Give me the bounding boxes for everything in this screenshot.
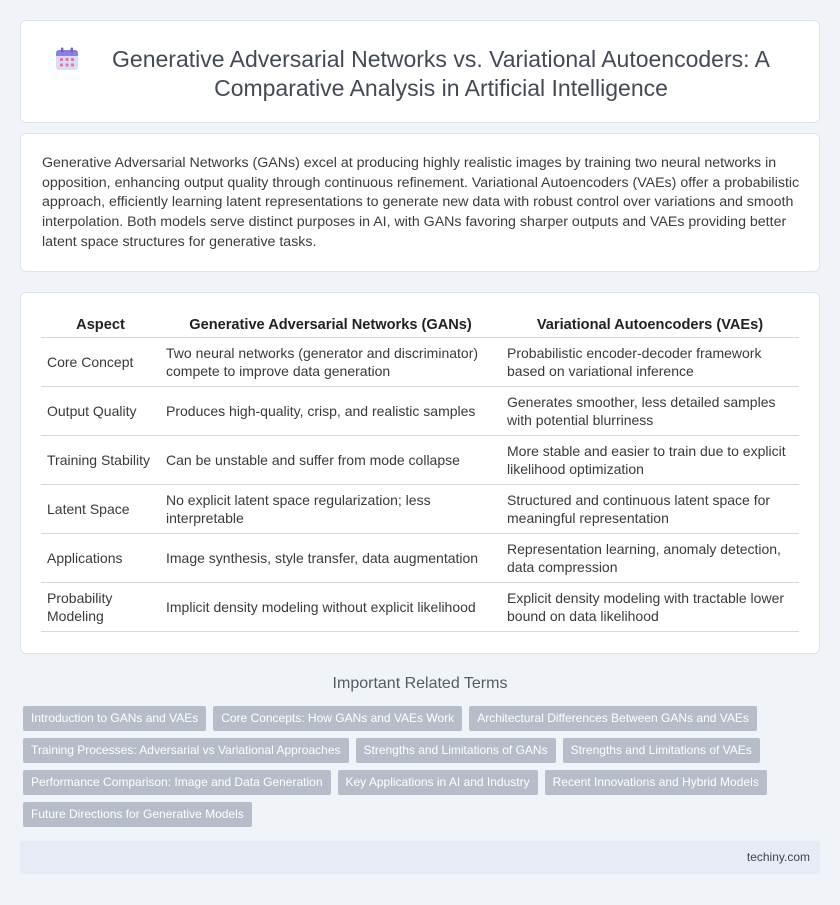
intro-card bbox=[20, 133, 820, 272]
tag-row bbox=[23, 770, 783, 795]
table-row bbox=[41, 435, 799, 484]
table-header-row bbox=[41, 315, 799, 337]
aspect-cell: Latent Space bbox=[41, 484, 160, 533]
related-term-link[interactable]: Introduction to GANs and VAEs bbox=[23, 706, 206, 731]
vae-cell: Representation learning, anomaly detection, data compression bbox=[501, 533, 799, 582]
table-row bbox=[41, 337, 799, 386]
gan-cell: Two neural networks (generator and discriminator) compete to improve data generation bbox=[160, 337, 501, 386]
related-term-link[interactable]: Strengths and Limitations of GANs bbox=[356, 738, 556, 763]
table-row bbox=[41, 582, 799, 631]
comparison-table bbox=[41, 315, 799, 632]
intro-paragraph: Generative Adversarial Networks (GANs) excel at producing highly realistic images by training two neural networks in opposition, enhancing output quality through continuous refinement. Variational Autoencoders (VAEs) offer a probabilistic approach, efficiently learning latent representations to generate new data with robust control over variations and smooth interpolation. Both models serve distinct purposes in AI, with GANs favoring sharper outputs and VAEs providing better latent space structures for generative tasks. bbox=[42, 155, 800, 250]
aspect-cell: Training Stability bbox=[41, 435, 160, 484]
aspect-cell: Probability Modeling bbox=[41, 582, 160, 631]
gan-cell: Can be unstable and suffer from mode collapse bbox=[160, 435, 501, 484]
related-terms-list bbox=[23, 706, 783, 834]
aspect-cell: Output Quality bbox=[41, 386, 160, 435]
gan-cell: No explicit latent space regularization; less interpretable bbox=[160, 484, 501, 533]
related-term-link[interactable]: Future Directions for Generative Models bbox=[23, 802, 252, 827]
related-term-link[interactable]: Core Concepts: How GANs and VAEs Work bbox=[213, 706, 462, 731]
related-term-link[interactable]: Recent Innovations and Hybrid Models bbox=[545, 770, 767, 795]
table-row bbox=[41, 533, 799, 582]
related-term-link[interactable]: Architectural Differences Between GANs and VAEs bbox=[469, 706, 757, 731]
footer bbox=[20, 841, 820, 874]
tag-row bbox=[23, 802, 783, 827]
related-terms-heading: Important Related Terms bbox=[332, 675, 508, 692]
header-gans: Generative Adversarial Networks (GANs) bbox=[160, 315, 501, 337]
vae-cell: Explicit density modeling with tractable lower bound on data likelihood bbox=[501, 582, 799, 631]
tag-row bbox=[23, 738, 783, 763]
aspect-cell: Applications bbox=[41, 533, 160, 582]
aspect-cell: Core Concept bbox=[41, 337, 160, 386]
comparison-card bbox=[20, 292, 820, 654]
related-term-link[interactable]: Performance Comparison: Image and Data Generation bbox=[23, 770, 331, 795]
related-term-link[interactable]: Strengths and Limitations of VAEs bbox=[563, 738, 760, 763]
page-title: Generative Adversarial Networks vs. Variational Autoencoders: A Comparative Analysis in Artificial Intelligence bbox=[112, 46, 770, 101]
vae-cell: More stable and easier to train due to explicit likelihood optimization bbox=[501, 435, 799, 484]
footer-site: techiny.com bbox=[746, 850, 810, 864]
vae-cell: Probabilistic encoder-decoder framework based on variational inference bbox=[501, 337, 799, 386]
table-row bbox=[41, 484, 799, 533]
gan-cell: Produces high-quality, crisp, and realistic samples bbox=[160, 386, 501, 435]
gan-cell: Implicit density modeling without explicit likelihood bbox=[160, 582, 501, 631]
table-row bbox=[41, 386, 799, 435]
title-card bbox=[20, 20, 820, 123]
header-aspect: Aspect bbox=[41, 315, 160, 337]
vae-cell: Generates smoother, less detailed samples with potential blurriness bbox=[501, 386, 799, 435]
vae-cell: Structured and continuous latent space for meaningful representation bbox=[501, 484, 799, 533]
related-term-link[interactable]: Key Applications in AI and Industry bbox=[338, 770, 538, 795]
header-vaes: Variational Autoencoders (VAEs) bbox=[501, 315, 799, 337]
tag-row bbox=[23, 706, 783, 731]
related-term-link[interactable]: Training Processes: Adversarial vs Variational Approaches bbox=[23, 738, 349, 763]
gan-cell: Image synthesis, style transfer, data augmentation bbox=[160, 533, 501, 582]
